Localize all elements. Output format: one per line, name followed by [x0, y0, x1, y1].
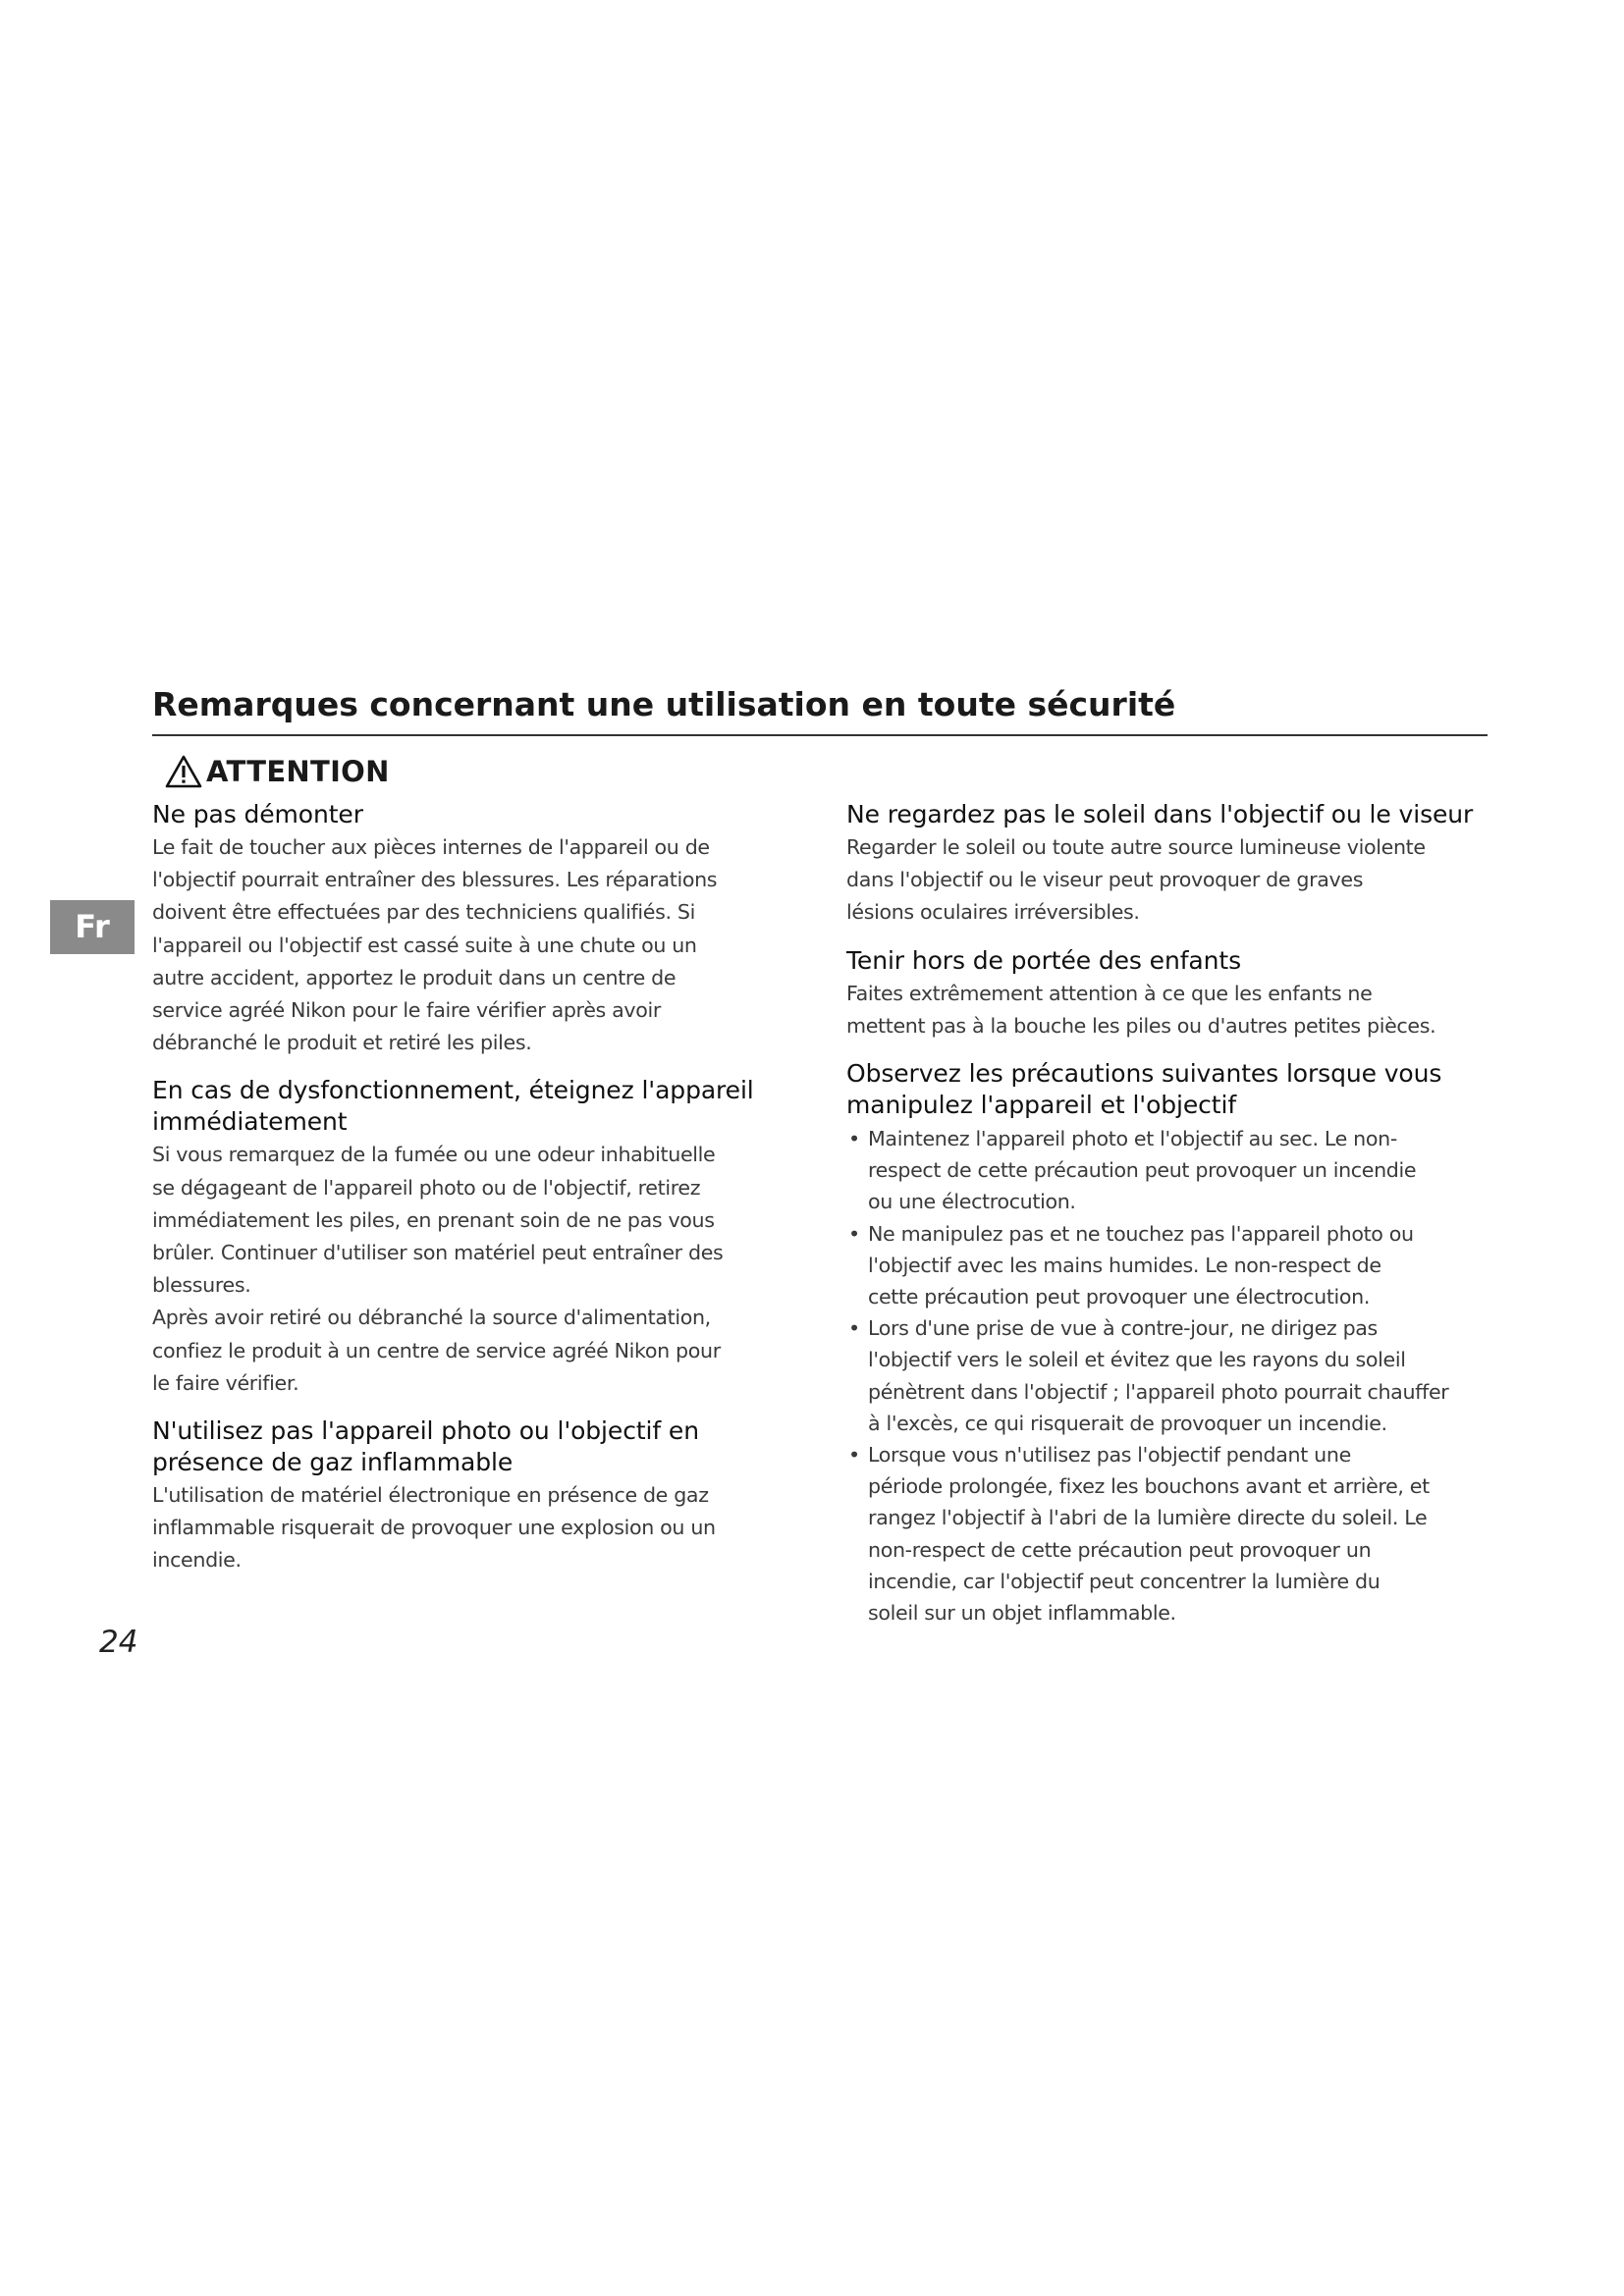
text-line: Après avoir retiré ou débranché la source d'alimentation, — [152, 1306, 711, 1330]
text-line: blessures. — [152, 1273, 251, 1298]
text-line: le faire vérifier. — [152, 1370, 299, 1395]
heading-line: manipulez l'appareil et l'objectif — [846, 1091, 1237, 1120]
text-line: période prolongée, fixez les bouchons avant et arrière, et — [868, 1474, 1430, 1499]
text-line: l'objectif pourrait entraîner des blessures. Les réparations — [152, 868, 718, 892]
text-line: cette précaution peut provoquer une électrocution. — [868, 1285, 1371, 1309]
page-title: Remarques concernant une utilisation en toute sécurité — [152, 684, 1488, 736]
section-gaz-inflammable — [152, 1415, 790, 1577]
text-line: pénètrent dans l'objectif ; l'appareil photo pourrait chauffer — [868, 1379, 1449, 1404]
text-line: doivent être effectuées par des techniciens qualifiés. Si — [152, 900, 695, 925]
text-line: rangez l'objectif à l'abri de la lumière directe du soleil. Le — [868, 1506, 1428, 1530]
left-column — [152, 799, 790, 1593]
text-line: lésions oculaires irréversibles. — [846, 900, 1140, 925]
text-line: incendie. — [152, 1548, 242, 1573]
list-item — [846, 1439, 1489, 1629]
text-line: mettent pas à la bouche les piles ou d'autres petites pièces. — [846, 1013, 1436, 1038]
text-line: à l'excès, ce qui risquerait de provoquer un incendie. — [868, 1411, 1387, 1435]
heading-line: N'utilisez pas l'appareil photo ou l'objectif en — [152, 1416, 699, 1446]
text-line: Maintenez l'appareil photo et l'objectif au sec. Le non- — [868, 1127, 1397, 1151]
section-body — [846, 831, 1489, 930]
text-line: débranché le produit et retiré les piles. — [152, 1031, 532, 1055]
text-line: ou une électrocution. — [868, 1190, 1076, 1214]
section-heading: Ne regardez pas le soleil dans l'objectif ou le viseur — [846, 800, 1474, 828]
heading-line: présence de gaz inflammable — [152, 1448, 514, 1477]
warning-triangle-icon — [165, 755, 202, 788]
section-ne-pas-demonter — [152, 799, 790, 1059]
bullet-icon: • — [848, 1316, 860, 1341]
language-tab: Fr — [50, 900, 135, 954]
list-item — [846, 1218, 1489, 1313]
text-line: Si vous remarquez de la fumée ou une odeur inhabituelle — [152, 1143, 716, 1167]
text-line: confiez le produit à un centre de service agréé Nikon pour — [152, 1338, 721, 1362]
text-line: autre accident, apportez le produit dans un centre de — [152, 965, 677, 989]
section-body — [152, 831, 790, 1059]
text-line: Lorsque vous n'utilisez pas l'objectif pendant une — [868, 1443, 1351, 1468]
bullet-icon: • — [848, 1221, 860, 1246]
heading-line: immédiatement — [152, 1107, 348, 1137]
bullet-icon: • — [848, 1443, 860, 1468]
section-heading: Tenir hors de portée des enfants — [846, 945, 1242, 975]
section-heading — [152, 1075, 790, 1138]
text-line: Regarder le soleil ou toute autre source lumineuse violente — [846, 835, 1426, 859]
right-column — [846, 799, 1489, 1644]
section-dysfonctionnement — [152, 1075, 790, 1400]
text-line: L'utilisation de matériel électronique en présence de gaz — [152, 1483, 709, 1508]
text-line: non-respect de cette précaution peut provoquer un — [868, 1537, 1372, 1562]
section-heading: Ne pas démonter — [152, 800, 363, 828]
text-line: l'objectif avec les mains humides. Le non-respect de — [868, 1253, 1381, 1277]
text-line: brûler. Continuer d'utiliser son matériel peut entraîner des — [152, 1241, 724, 1265]
page-number: 24 — [99, 1625, 138, 1660]
section-body — [152, 1479, 790, 1577]
text-line: Lors d'une prise de vue à contre-jour, ne dirigez pas — [868, 1316, 1378, 1341]
text-line: Ne manipulez pas et ne touchez pas l'appareil photo ou — [868, 1221, 1414, 1246]
text-line: service agréé Nikon pour le faire vérifier après avoir — [152, 998, 661, 1023]
section-enfants — [846, 945, 1489, 1042]
section-precautions — [846, 1058, 1489, 1629]
precautions-list — [846, 1123, 1489, 1629]
text-line: immédiatement les piles, en prenant soin de ne pas vous — [152, 1207, 715, 1232]
text-line: l'appareil ou l'objectif est cassé suite à une chute ou un — [152, 933, 697, 957]
section-body — [846, 978, 1489, 1042]
text-line: inflammable risquerait de provoquer une explosion ou un — [152, 1516, 716, 1540]
text-line: soleil sur un objet inflammable. — [868, 1601, 1176, 1626]
text-line: Faites extrêmement attention à ce que les enfants ne — [846, 981, 1373, 1005]
section-heading — [846, 1058, 1489, 1121]
text-line: incendie, car l'objectif peut concentrer la lumière du — [868, 1569, 1380, 1593]
section-soleil — [846, 799, 1489, 930]
attention-label: ATTENTION — [206, 755, 390, 788]
list-item — [846, 1123, 1489, 1218]
list-item — [846, 1312, 1489, 1439]
text-line: l'objectif vers le soleil et évitez que les rayons du soleil — [868, 1348, 1406, 1372]
section-body — [152, 1139, 790, 1400]
text-line: respect de cette précaution peut provoquer un incendie — [868, 1158, 1417, 1183]
heading-line: Observez les précautions suivantes lorsque vous — [846, 1059, 1442, 1089]
text-line: Le fait de toucher aux pièces internes de l'appareil ou de — [152, 835, 710, 859]
text-line: se dégageant de l'appareil photo ou de l'objectif, retirez — [152, 1175, 701, 1200]
section-heading — [152, 1415, 790, 1478]
attention-heading — [165, 749, 390, 794]
heading-line: En cas de dysfonctionnement, éteignez l'appareil — [152, 1076, 754, 1105]
text-line: dans l'objectif ou le viseur peut provoquer de graves — [846, 868, 1364, 892]
bullet-icon: • — [848, 1127, 860, 1151]
